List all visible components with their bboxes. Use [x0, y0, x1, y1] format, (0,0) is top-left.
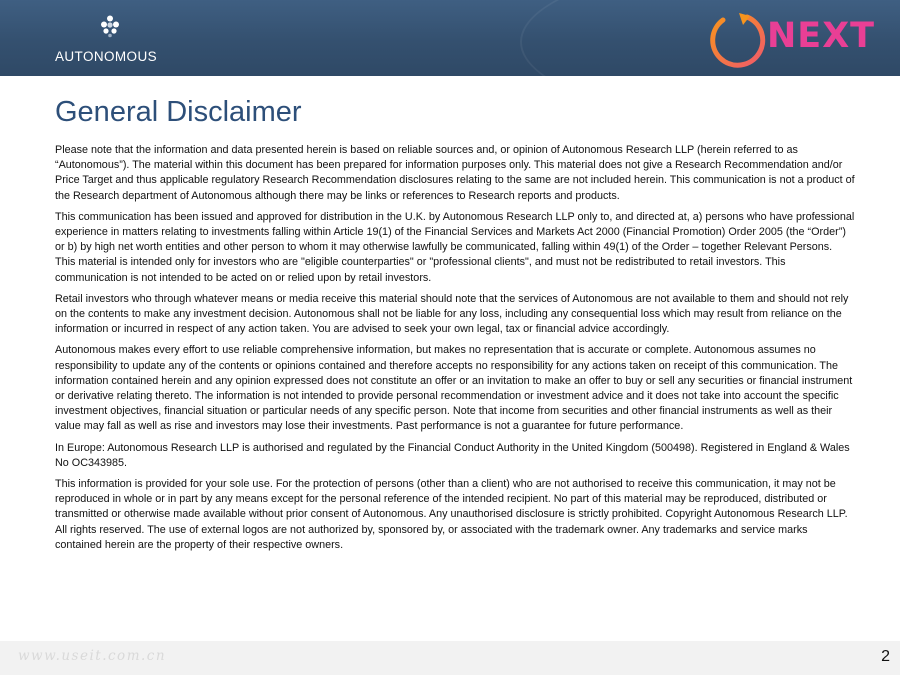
disclaimer-paragraph: Autonomous makes every effort to use reliable comprehensive information, but makes no representation that is accurate or complete. Autonomous assumes no responsibility to update any of the contents or opinions contained and therefore accepts no responsibility for any actions taken on receipt of this communication. The information contained herein and any opinion expressed does not constitute an offer or an invitation to make an offer to buy or sell any securities or financial instrument or derivative relating thereto. The information is not intended to provide personal recommendation or investment advice and it does not take into account the specific investment objectives, financial situation or particular needs of any specific person. Note that income from securities and other financial instruments as well as their value may fall as well as rise and investors may lose their investments. Past performance is not a guarantee for future performance. — [55, 344, 853, 433]
disclaimer-body — [55, 143, 855, 559]
header-banner — [0, 0, 900, 76]
disclaimer-paragraph: This communication has been issued and approved for distribution in the U.K. by Autonomous Research LLP only to, and directed at, a) persons who have professional experience in matters relating to investments falling within Article 19(1) of the Financial Services and Markets Act 2000 (Financial Promotion) Order 2005 (the “Order”) or b) by high net worth entities and other person to whom it may otherwise lawfully be communicated, falling within 49(1) of the Order – together Relevant Persons. This material is intended only for investors who are "eligible counterparties" or "professional clients", and must not be redistributed to retail investors. This communication is not intended to be acted on or relied upon by retail investors. — [55, 210, 855, 284]
watermark: www.useit.com.cn — [18, 648, 167, 664]
page-title: General Disclaimer — [55, 96, 302, 128]
disclaimer-paragraph: This information is provided for your sole use. For the protection of persons (other than a client) who are not authorised to receive this communication, it may not be reproduced in whole or in part by any means except for the personal reference of the intended recipient. No part of this material may be reproduced, distributed or transmitted or otherwise made available without prior consent of Autonomous. Any unauthorised disclosure is strictly prohibited. Copyright Autonomous Research LLP. All rights reserved. The use of external logos are not authorized by, sponsored by, or associated with the trademark owner. Any trademarks and service marks contained herein are the property of their respective owners. — [55, 478, 848, 551]
brand-name: AUTONOMOUS — [55, 49, 158, 64]
next-logo-text: NEXT — [767, 16, 876, 56]
circular-arrow-icon — [706, 8, 768, 70]
next-logo — [706, 6, 876, 70]
disclaimer-paragraph: Please note that the information and data presented herein is based on reliable sources and, or opinion of Autonomous Research LLP (herein referred to as “Autonomous”). The material within this document has been prepared for information purposes only. This material does not give a Research Recommendation and/or Price Target and thus applicable regulatory Research Recommendation disclosures relating to the same are not included herein. This communication is not a product of the Research department of Autonomous although there may be links or references to Research reports and products. — [55, 144, 855, 202]
dot-cluster-logo-icon — [99, 14, 121, 38]
disclaimer-paragraph: Retail investors who through whatever means or media receive this material should note that the services of Autonomous are not available to them and should not rely on the contents to make any investment decision. Autonomous shall not be liable for any loss, including any consequential loss which may result from reliance on the information or incurred in respect of any action taken. You are advised to seek your own legal, tax or financial advice accordingly. — [55, 292, 849, 336]
page-number: 2 — [881, 648, 890, 665]
disclaimer-paragraph: In Europe: Autonomous Research LLP is authorised and regulated by the Financial Conduct Authority in the United Kingdom (500498). Registered in England & Wales No OC343985. — [55, 441, 850, 469]
